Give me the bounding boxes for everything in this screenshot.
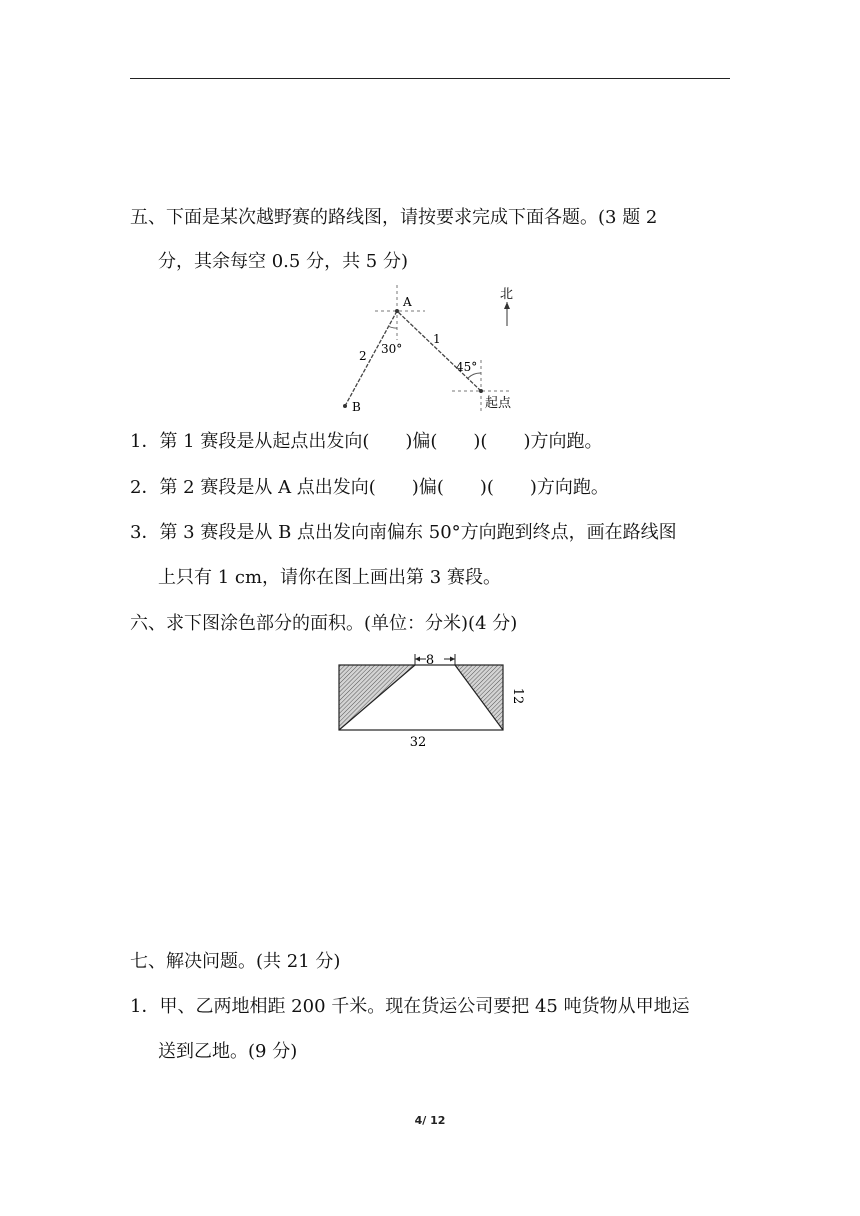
top-arrowhead-right xyxy=(450,657,455,662)
bottom-dimension-label: 32 xyxy=(409,735,427,750)
section7-question-1-line2: 送到乙地。(9 分) xyxy=(158,1041,298,1062)
header-rule xyxy=(130,78,730,79)
angle-arc-a xyxy=(388,326,397,328)
page-number: 4/ 12 xyxy=(414,1114,446,1127)
north-label: 北 xyxy=(500,287,514,302)
side-dimension-label: 12 xyxy=(510,687,525,705)
segment-1-line xyxy=(397,311,481,391)
top-arrowhead-left xyxy=(415,657,420,662)
section5-question-1: 1．第 1 赛段是从起点出发向( )偏( )( )方向跑。 xyxy=(130,431,603,452)
segment-2-line xyxy=(345,311,397,406)
section5-question-3-line2: 上只有 1 cm，请你在图上画出第 3 赛段。 xyxy=(158,567,501,588)
start-label: 起点 xyxy=(485,396,512,411)
point-a xyxy=(395,309,399,313)
point-start xyxy=(479,389,483,393)
point-b xyxy=(343,404,347,408)
section6-heading: 六、求下图涂色部分的面积。(单位：分米)(4 分) xyxy=(130,613,518,634)
top-dimension-label: 8 xyxy=(425,653,435,668)
point-a-label: A xyxy=(403,295,412,309)
section5-heading-line2: 分，其余每空 0.5 分，共 5 分) xyxy=(158,251,408,272)
section5-question-2: 2．第 2 赛段是从 A 点出发向( )偏( )( )方向跑。 xyxy=(130,477,609,498)
section7-heading: 七、解决问题。(共 21 分) xyxy=(130,951,341,972)
angle-start-label: 45° xyxy=(456,360,478,374)
section7-question-1-line1: 1．甲、乙两地相距 200 千米。现在货运公司要把 45 吨货物从甲地运 xyxy=(130,996,690,1017)
point-b-label: B xyxy=(352,400,361,414)
angle-a-label: 30° xyxy=(381,342,403,356)
trapezoid-figure xyxy=(330,646,530,756)
north-arrow-head xyxy=(504,302,510,309)
section5-question-3-line1: 3．第 3 赛段是从 B 点出发向南偏东 50°方向跑到终点，画在路线图 xyxy=(130,522,677,543)
section5-heading-line1: 五、下面是某次越野赛的路线图，请按要求完成下面各题。(3 题 2 xyxy=(130,207,658,228)
segment-2-label: 2 xyxy=(359,349,367,363)
route-map-figure xyxy=(330,280,530,415)
segment-1-label: 1 xyxy=(433,332,441,346)
